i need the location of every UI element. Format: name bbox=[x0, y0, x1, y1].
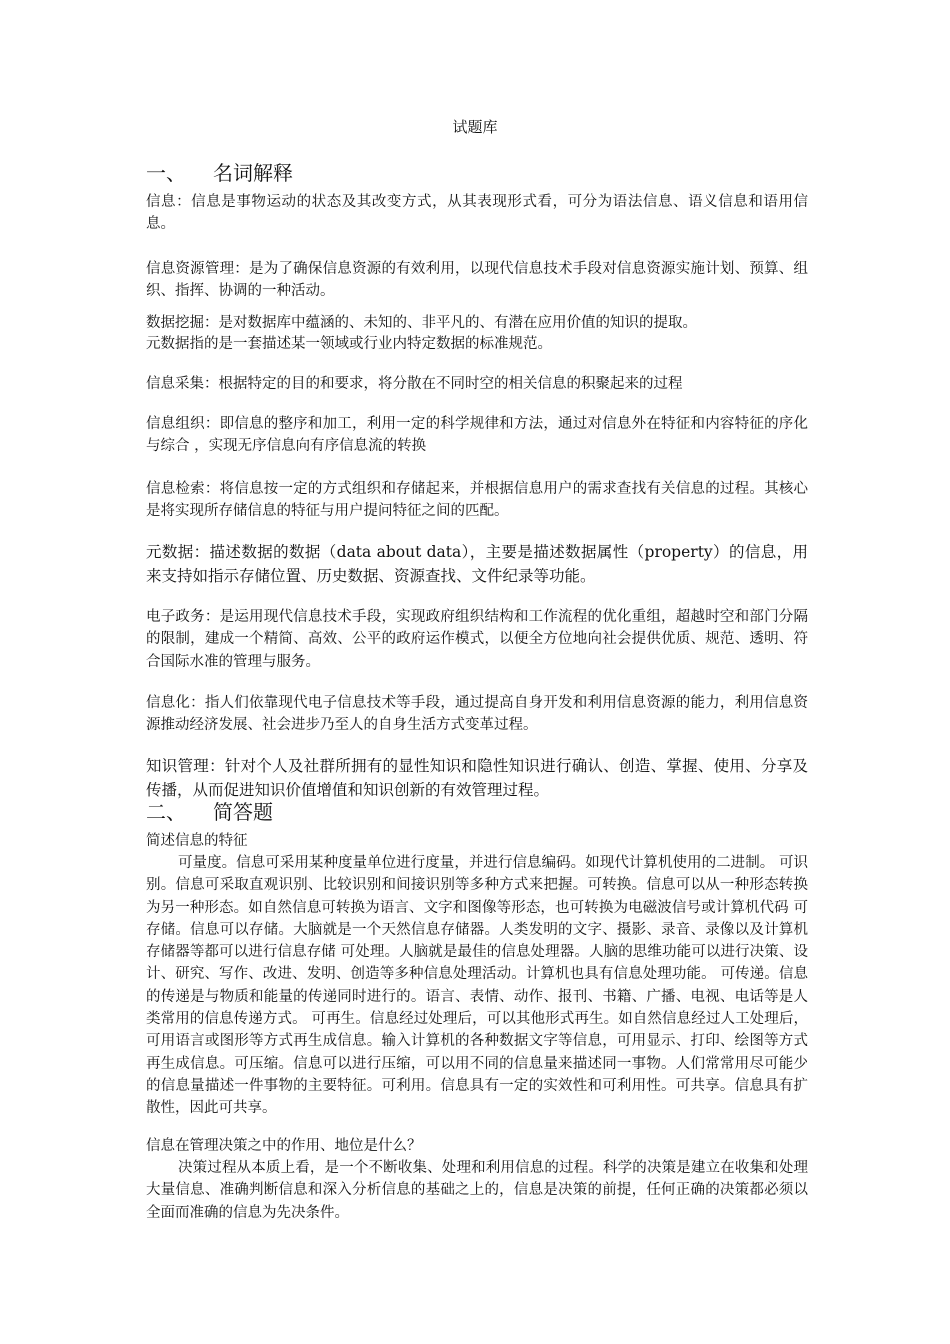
section-number: 二、 bbox=[146, 800, 186, 824]
term-information-retrieval: 信息检索：将信息按一定的方式组织和存储起来，并根据信息用户的需求查找有关信息的过程。其核心是将实现所存储信息的特征与用户提问特征之间的匹配。 bbox=[146, 481, 808, 520]
term-information-resource-management: 信息资源管理：是为了确保信息资源的有效利用，以现代信息技术手段对信息资源实施计划、预算、组织、指挥、协调的一种活动。 bbox=[146, 261, 808, 300]
term-metadata: 元数据：描述数据的数据（data about data），主要是描述数据属性（property）的信息，用来支持如指示存储位置、历史数据、资源查找、文件纪录等功能。 bbox=[146, 543, 808, 585]
term-information-collection: 信息采集：根据特定的目的和要求，将分散在不同时空的相关信息的积聚起来的过程 bbox=[146, 376, 683, 392]
answer-information-in-decision: 决策过程从本质上看，是一个不断收集、处理和利用信息的过程。科学的决策是建立在收集和处理大量信息、准确判断信息和深入分析信息的基础之上的，信息是决策的前提，任何正确的决策都必须以全面而准确的信息为先决条件。 bbox=[146, 1160, 808, 1221]
term-data-mining: 数据挖掘：是对数据库中蕴涵的、未知的、非平凡的、有潜在应用价值的知识的提取。 bbox=[146, 315, 697, 331]
section-title: 名词解释 bbox=[213, 161, 293, 185]
term-metadata-standard: 元数据指的是一套描述某一领域或行业内特定数据的标准规范。 bbox=[146, 336, 552, 352]
question-information-in-decision: 信息在管理决策之中的作用、地位是什么？ bbox=[146, 1138, 422, 1154]
term-information: 信息：信息是事物运动的状态及其改变方式，从其表现形式看，可分为语法信息、语义信息和语用信息。 bbox=[146, 194, 808, 233]
section-number: 一、 bbox=[146, 161, 186, 185]
term-knowledge-management: 知识管理：针对个人及社群所拥有的显性知识和隐性知识进行确认、创造、掌握、使用、分享及传播，从而促进知识价值增值和知识创新的有效管理过程。 bbox=[146, 757, 808, 799]
section-heading-terms bbox=[146, 160, 293, 186]
section-title: 简答题 bbox=[213, 800, 273, 824]
page-title: 试题库 bbox=[452, 118, 498, 136]
term-informatization: 信息化：指人们依靠现代电子信息技术等手段，通过提高自身开发和利用信息资源的能力，利用信息资源推动经济发展、社会进步乃至人的自身生活方式变革过程。 bbox=[146, 695, 808, 734]
section-heading-short-answer bbox=[146, 799, 273, 825]
question-information-characteristics: 简述信息的特征 bbox=[146, 833, 248, 849]
answer-information-characteristics: 可量度。信息可采用某种度量单位进行度量，并进行信息编码。如现代计算机使用的二进制。 可识别。信息可采取直观识别、比较识别和间接识别等多种方式来把握。可转换。信息可以从一种形态转换为另一种形态。如自然信息可转换为语言、文字和图像等形态，也可转换为电磁波信号或计算机代码 可存储。信息可以存储。大脑就是一个天然信息存储器。人类发明的文字、摄影、录音、录像以及计算机存储器等都可以进行信息存储 可处理。人脑就是最佳的信息处理器。人脑的思维功能可以进行决策、设计、研究、写作、改进、发明、创造等多种信息处理活动。计算机也具有信息处理功能。 可传递。信息的传递是与物质和能量的传递同时进行的。语言、表情、动作、报刊、书籍、广播、电视、电话等是人类常用的信息传递方式。 可再生。信息经过处理后，可以其他形式再生。如自然信息经过人工处理后，可用语言或图形等方式再生成信息。输入计算机的各种数据文字等信息，可用显示、打印、绘图等方式再生成信息。可压缩。信息可以进行压缩，可以用不同的信息量来描述同一事物。人们常常用尽可能少的信息量描述一件事物的主要特征。可利用。信息具有一定的实效性和可利用性。可共享。信息具有扩散性，因此可共享。 bbox=[146, 855, 808, 1117]
term-information-organization: 信息组织：即信息的整序和加工，利用一定的科学规律和方法，通过对信息外在特征和内容特征的序化与综合 ，实现无序信息向有序信息流的转换 bbox=[146, 416, 808, 455]
term-e-government: 电子政务：是运用现代信息技术手段，实现政府组织结构和工作流程的优化重组，超越时空和部门分隔的限制，建成一个精简、高效、公平的政府运作模式，以便全方位地向社会提供优质、规范、透明、符合国际水准的管理与服务。 bbox=[146, 609, 808, 670]
